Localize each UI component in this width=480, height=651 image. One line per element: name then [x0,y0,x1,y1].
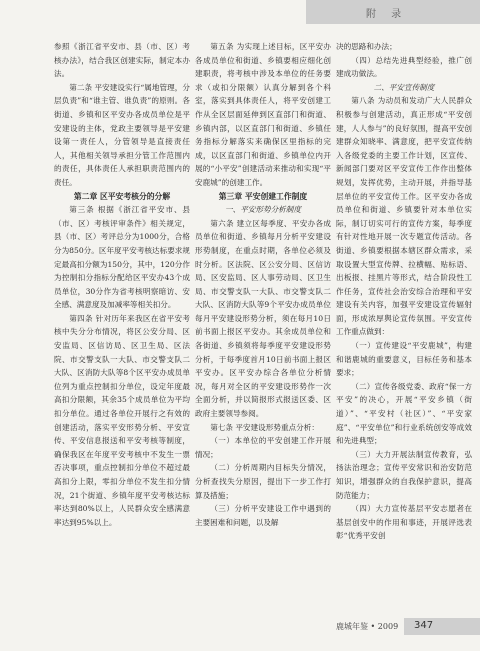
paragraph: （一）本单位的平安创建工作开展情况； [195,436,331,459]
paragraph: 第五条 为实现上述目标，区平安办各成员单位和街道、乡镇要相应细化创建职责，将考核中涉及本单位的任务要求（或扣分限额）认真分解到各个科室，落实到具体责任人，将平安创建工作从全区层面延伸到区直部门和街道、乡镇内部，以区直部门和街道、乡镇任务指标分解落实来确保区里指标的完成，以区直部门和街道、乡镇单位内开展的“小平安”创建活动来推动和实现“平安鹿城”的创建工作。 [195,42,331,187]
journal-name: 鹿城年鉴 • 2009 [336,622,399,631]
paragraph: （二）宣传各级党委、政府“保一方平安”的决心，开展“平安乡镇（街道）”、“平安村（社区）”、“平安家庭”、“平安单位”和行业系统创安等成效和先进典型； [336,381,472,446]
section-title: 附 录 [366,9,408,20]
paragraph: （四）总结先进典型经验，推广创建成功做法。 [336,55,472,79]
column-1 [54,40,190,529]
section-heading: 第三章 平安创建工作制度 [218,191,308,201]
paragraph: 第三条 根据《浙江省平安市、县（市、区）考核评审条件》相关规定，县（市、区）考评总分为1000分，合格分为850分。区年度平安考核达标要求规定最高扣分额为150分，其中，120分作为控制扣分指标分配给区平安办43个成员单位，30分作为省考核明察暗访、安全感、满意度及加减率等相关扣分。 [54,205,190,310]
page-number-tab [404,618,480,635]
paragraph: （二）分析周期内目标失分情况，分析查找失分原因，提出下一步工作打算及措施； [195,463,331,500]
paragraph: 决的思路和办法； [336,42,397,51]
paragraph: （四）大力宣传基层平安志愿者在基层创安中的作用和事迹，开展评选表彰“优秀平安创 [336,504,472,541]
paragraph: （三）分析平安建设工作中遇到的主要困难和问题，以及解 [195,504,331,527]
paragraph: （三）大力开展法制宣传教育，弘扬法治理念；宣传平安常识和治安防范知识，增强群众的自我保护意识，提高防范能力； [336,449,472,500]
paragraph: （一）宣传建设“平安鹿城”，构建和谐鹿城的重要意义，目标任务和基本要求； [336,341,472,378]
paragraph: 参照《浙江省平安市、县（市、区）考核办法》，结合我区创建实际，制定本办法。 [54,42,190,79]
section-heading: 一、平安形势分析制度 [225,205,301,215]
column-2 [195,40,331,529]
paragraph: 第八条 为动员和发动广大人民群众积极参与创建活动，真正形成“平安创建，人人参与”的良好氛围，提高平安创建群众知晓率、满意度，把平安宣传纳入各级党委的主要工作计划，区宣传、新闻部门要对区平安宣传工作作出整体规划，发挥优势，主动开展，并指导基层单位的平安宣传工作。区平安办各成员单位和街道、乡镇要针对本单位实际，制订切实可行的宣传方案，每季度有针对性地开展一次专题宣传活动。各街道、乡镇要根据本辖区群众需求，采取设置大型宣传牌、拉横幅、贴标语、出板报、挂黑片等形式，结合阶段性工作任务，宣传社会治安综合治理和平安建设有关内容，加强平安建设宣传辐射面，形成浓厚舆论宣传氛围。平安宣传工作重点做到： [336,96,472,337]
page-header [0,0,480,30]
column-3 [336,40,472,543]
paragraph: 第二条 平安建设实行“属地管理，分层负责”和“谁主管、谁负责”的原则。各街道、乡镇和区平安办各成员单位是平安建设的主体，党政主要领导是平安建设第一责任人，分管领导是直接责任人，其他相关领导承担分管工作范围内的责任，具体责任人承担职责范围内的责任。 [54,82,190,187]
page-number: 347 [414,620,434,631]
paragraph: 第七条 平安建设形势重点分析： [210,422,319,432]
section-heading: 二、平安宣传制度 [373,82,435,92]
section-heading: 第二章 区平安考核分的分解 [73,191,171,201]
paragraph: 第四条 针对历年来我区在省平安考核中失分分布情况，将区公安分局、区安监局、区信访局、区卫生局、区法院、市交警支队一大队、市交警支队二大队、区消防大队等8个区平安办成员单位列为重点控制扣分单位，设定年度最高扣分限额，其余35个成员单位为平均扣分单位。通过各单位开展行之有效的创建活动，落实平安形势分析、平安宣传、平安信息报送和平安考核等制度，确保我区在年度平安考核中不发生一票否决事项，重点控制扣分单位不超过最高扣分上限，零扣分单位不发生扣分情况，21个街道、乡镇年度平安考核达标率达到80%以上，人民群众安全感满意率达到95%以上。 [54,313,190,527]
paragraph: 第六条 建立区每季度、平安办各成员单位和街道、乡镇每月分析平安建设形势制度，在重点时期，各单位必须及时分析。区法院、区公安分局、区信访局、区安监局、区人事劳动局、区卫生局、市交警支队一大队、市交警支队二大队、区消防大队等9个平安办成员单位每月平安建设形势分析，须在每月10日前书面上报区平安办。其余成员单位和各街道、乡镇须将每季度平安建设形势分析，于每季度首月10日前书面上报区平安办。区平安办综合各单位分析情况，每月对全区的平安建设形势作一次全面分析，并以简报形式报送区委、区政府主要领导参阅。 [195,218,331,419]
page-footer [0,618,480,638]
